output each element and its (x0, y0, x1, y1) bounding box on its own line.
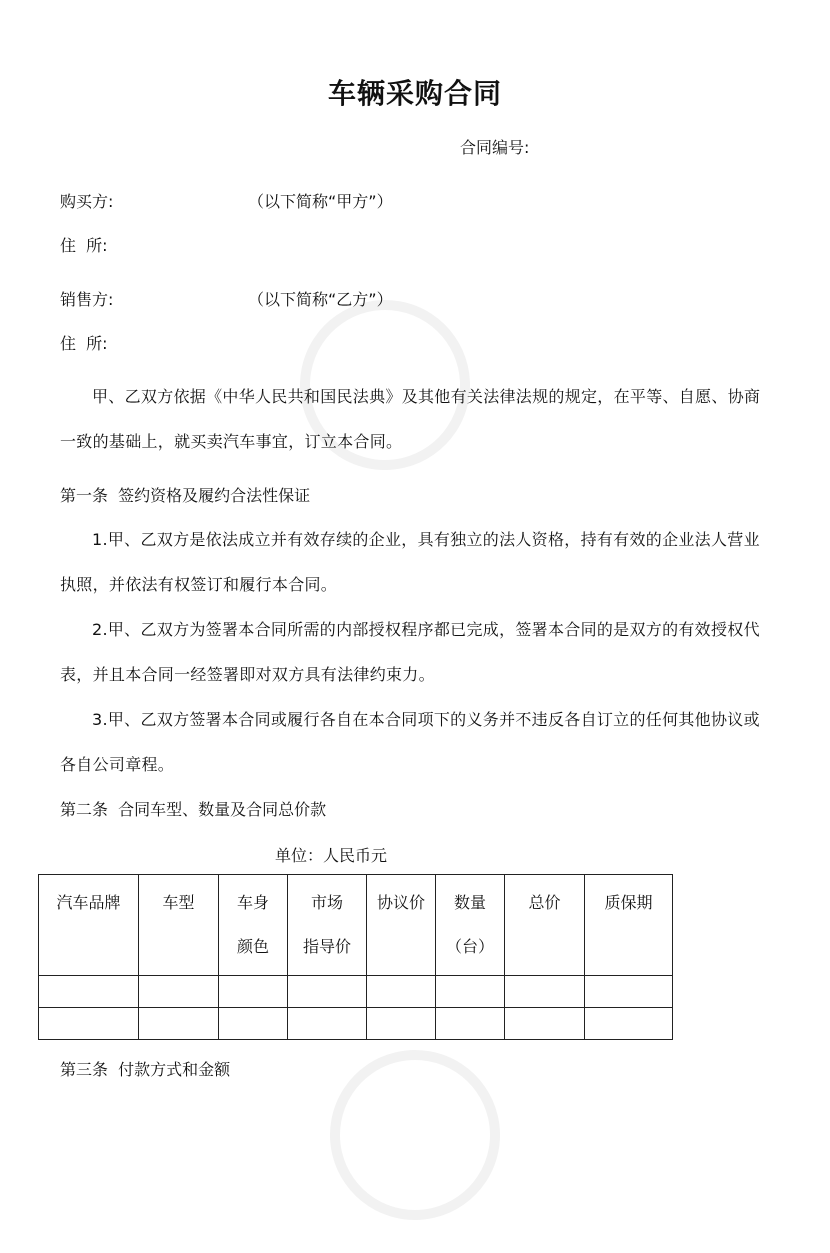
header-cell: 数量 （台） (436, 875, 505, 976)
seller-short-name: （以下简称“乙方”） (248, 290, 393, 309)
table-cell (585, 1008, 673, 1040)
clause-1: 1.甲、乙双方是依法成立并有效存续的企业，具有独立的法人资格，持有有效的企业法人营业执照，并依法有权签订和履行本合同。 (60, 530, 760, 594)
table-cell (367, 976, 436, 1008)
table-cell (436, 1008, 505, 1040)
vehicle-spec-table (38, 874, 673, 1040)
header-cell: 车身 颜色 (219, 875, 288, 976)
seller-label: 销售方: (60, 290, 114, 309)
table-cell (367, 1008, 436, 1040)
table-cell (139, 1008, 219, 1040)
table-cell (39, 1008, 139, 1040)
table-cell (288, 976, 367, 1008)
buyer-address-label: 住 所: (60, 236, 108, 255)
watermark-seal (297, 1017, 534, 1253)
intro-paragraph (60, 374, 775, 464)
article-3-heading: 第三条 付款方式和金额 (60, 1060, 231, 1079)
header-cell: 协议价 (367, 875, 436, 976)
clause-2: 2.甲、乙双方为签署本合同所需的内部授权程序都已完成，签署本合同的是双方的有效授权代表，并且本合同一经签署即对双方具有法律约束力。 (60, 620, 760, 684)
document-title: 车辆采购合同 (327, 77, 502, 110)
clause-3: 3.甲、乙双方签署本合同或履行各自在本合同项下的义务并不违反各自订立的任何其他协议或各自公司章程。 (60, 710, 760, 774)
intro-text: 甲、乙双方依据《中华人民共和国民法典》及其他有关法律法规的规定，在平等、自愿、协商一致的基础上，就买卖汽车事宜，订立本合同。 (60, 387, 761, 451)
table-cell (219, 1008, 288, 1040)
table-cell (39, 976, 139, 1008)
table-cell (505, 1008, 585, 1040)
seller-address-label: 住 所: (60, 334, 108, 353)
table-cell (436, 976, 505, 1008)
table-row (39, 976, 673, 1008)
article-1-clauses (60, 517, 775, 787)
table-cell (219, 976, 288, 1008)
article-1-heading: 第一条 签约资格及履约合法性保证 (60, 486, 311, 505)
table-cell (505, 976, 585, 1008)
header-cell: 质保期 (585, 875, 673, 976)
buyer-short-name: （以下简称“甲方”） (248, 192, 393, 211)
currency-unit: 单位：人民币元 (275, 846, 388, 865)
article-2-heading: 第二条 合同车型、数量及合同总价款 (60, 800, 327, 819)
header-cell: 总价 (505, 875, 585, 976)
contract-number-label: 合同编号: (460, 138, 530, 157)
header-cell: 汽车品牌 (39, 875, 139, 976)
buyer-label: 购买方: (60, 192, 114, 211)
table-cell (288, 1008, 367, 1040)
header-cell: 市场 指导价 (288, 875, 367, 976)
table-header-row (39, 875, 673, 976)
table-cell (139, 976, 219, 1008)
table-row (39, 1008, 673, 1040)
table-cell (585, 976, 673, 1008)
header-cell: 车型 (139, 875, 219, 976)
